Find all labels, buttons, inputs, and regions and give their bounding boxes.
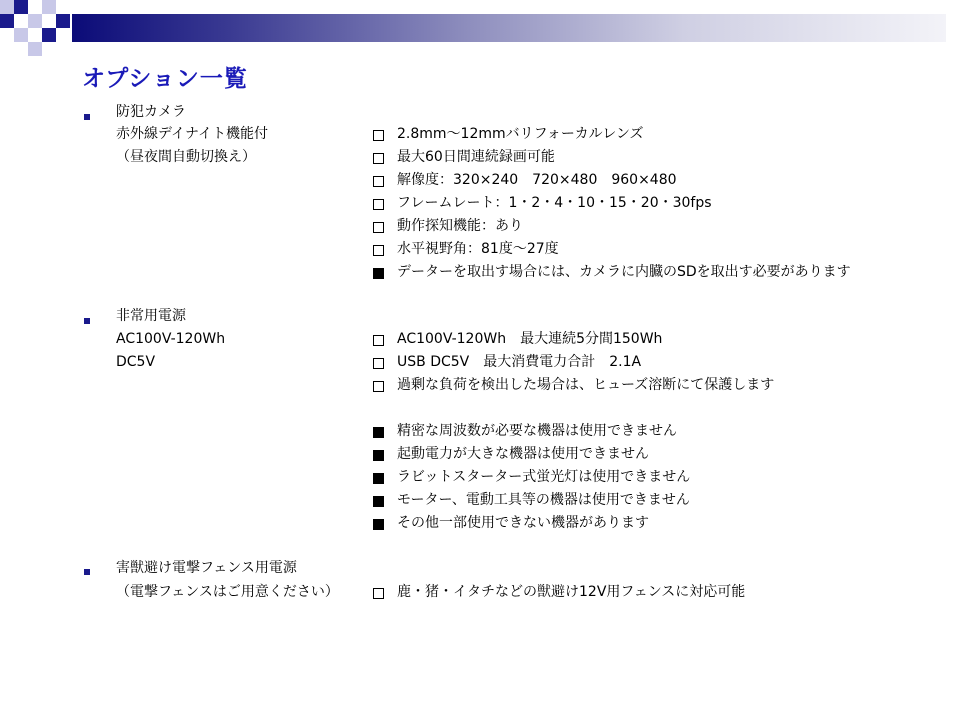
checkbox-empty bbox=[373, 335, 384, 346]
deco-square bbox=[42, 28, 56, 42]
checkbox-filled bbox=[373, 450, 384, 461]
deco-square bbox=[14, 0, 28, 14]
checkbox-empty bbox=[373, 381, 384, 392]
section-heading: 防犯カメラ bbox=[116, 104, 186, 120]
checkbox-empty bbox=[373, 245, 384, 256]
deco-square bbox=[28, 42, 42, 56]
checkbox-empty bbox=[373, 153, 384, 164]
spec-item: 動作探知機能：あり bbox=[397, 218, 523, 234]
checkbox-empty bbox=[373, 176, 384, 187]
deco-square bbox=[28, 14, 42, 28]
section-left-line: AC100V-120Wh bbox=[116, 331, 226, 347]
section-left-line: DC5V bbox=[116, 354, 156, 370]
spec-item: 起動電力が大きな機器は使用できません bbox=[397, 446, 649, 462]
section-left-line: 赤外線デイナイト機能付 bbox=[116, 126, 269, 142]
spec-item: 最大60日間連続録画可能 bbox=[397, 149, 555, 165]
deco-square bbox=[0, 0, 14, 14]
spec-item: その他一部使用できない機器があります bbox=[397, 515, 649, 531]
checkbox-filled bbox=[373, 427, 384, 438]
section-bullet bbox=[84, 114, 90, 120]
section-bullet bbox=[84, 569, 90, 575]
spec-item: データーを取出す場合には、カメラに内臓のSDを取出す必要があります bbox=[397, 264, 851, 280]
section-bullet bbox=[84, 318, 90, 324]
checkbox-empty bbox=[373, 358, 384, 369]
section-left-line: （昼夜間自動切換え） bbox=[116, 149, 256, 165]
checkbox-empty bbox=[373, 130, 384, 141]
spec-item: モーター、電動工具等の機器は使用できません bbox=[397, 492, 690, 508]
checkbox-filled bbox=[373, 519, 384, 530]
section-heading: 害獣避け電撃フェンス用電源 bbox=[116, 560, 297, 576]
spec-item: AC100V-120Wh 最大連続5分間150Wh bbox=[397, 331, 663, 347]
checkbox-empty bbox=[373, 199, 384, 210]
spec-item: 水平視野角：81度～27度 bbox=[397, 241, 559, 257]
section-heading: 非常用電源 bbox=[116, 308, 186, 324]
page-title: オプション一覧 bbox=[82, 66, 248, 92]
spec-item: 2.8mm～12mmバリフォーカルレンズ bbox=[397, 126, 644, 142]
deco-square bbox=[56, 14, 70, 28]
checkbox-empty bbox=[373, 588, 384, 599]
spec-item: 解像度：320×240 720×480 960×480 bbox=[397, 172, 677, 188]
deco-square bbox=[42, 0, 56, 14]
spec-item: 過剰な負荷を検出した場合は、ヒューズ溶断にて保護します bbox=[397, 377, 775, 393]
section-left-line: （電撃フェンスはご用意ください） bbox=[116, 584, 339, 600]
spec-item: USB DC5V 最大消費電力合計 2.1A bbox=[397, 354, 642, 370]
deco-square bbox=[14, 28, 28, 42]
checkbox-filled bbox=[373, 496, 384, 507]
checkbox-filled bbox=[373, 473, 384, 484]
spec-item: 鹿・猪・イタチなどの獣避け12V用フェンスに対応可能 bbox=[397, 584, 746, 600]
spec-item: 精密な周波数が必要な機器は使用できません bbox=[397, 423, 677, 439]
checkbox-filled bbox=[373, 268, 384, 279]
spec-item: フレームレート：1・2・4・10・15・20・30fps bbox=[397, 195, 712, 211]
spec-item: ラビットスターター式蛍光灯は使用できません bbox=[397, 469, 691, 485]
deco-square bbox=[0, 14, 14, 28]
checkbox-empty bbox=[373, 222, 384, 233]
header-gradient-bar bbox=[72, 14, 946, 42]
